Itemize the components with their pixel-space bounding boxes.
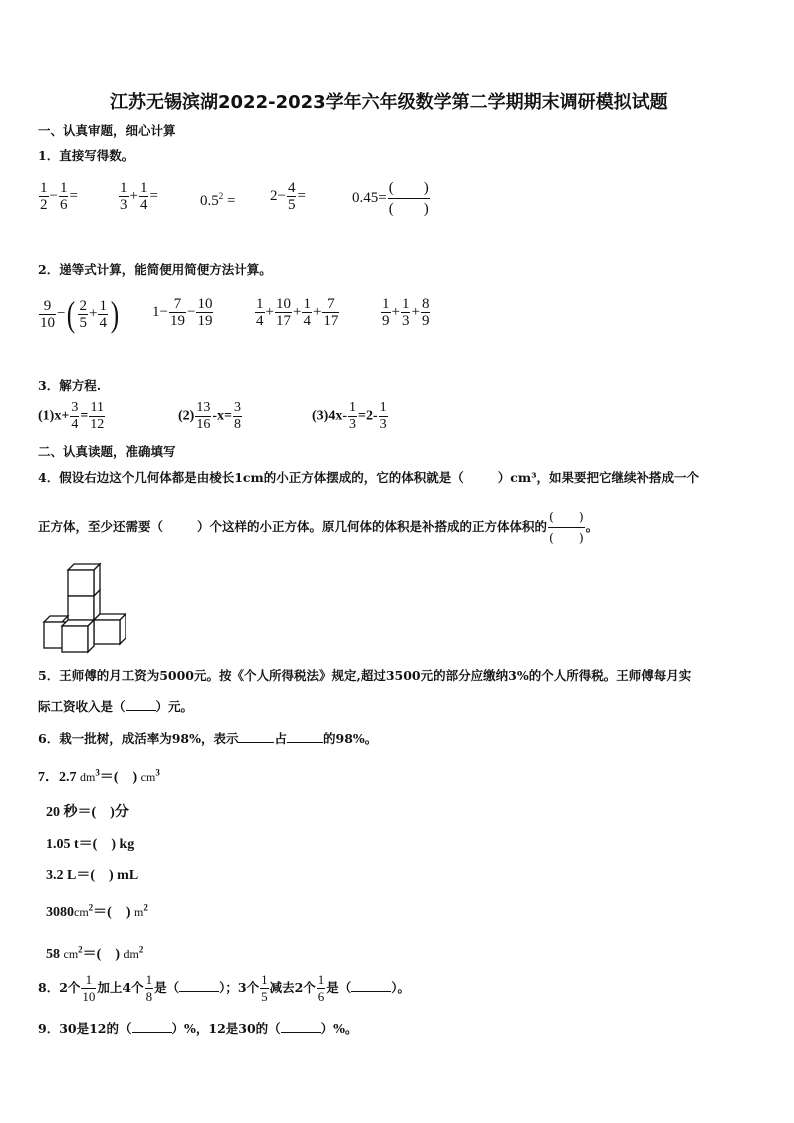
q1-expr-2: $\frac{1}{3}$ + $\frac{1}{4}$ = [120, 180, 158, 213]
question-5-line-2: 际工资收入是（ ）元。 [38, 699, 194, 714]
question-7-line-2: 20 秒＝( )分 [46, 805, 129, 820]
question-4-line-1: 4．假设右边这个几何体都是由棱长1cm的小正方体摆成的，它的体积就是（ ）cm³，如果要把它继续补搭成一个 [38, 470, 700, 485]
q2-expr-1: $\frac{9}{10}$ −( $\frac{2}{5}$ + $\frac{1}{4}$ ) [40, 294, 120, 334]
question-8: 8．2个 $\frac{1}{10}$ 加上4个 $\frac{1}{8}$ 是（ ）；3个 $\frac{1}{5}$ 减去2个 $\frac{1}{6}$ 是（ ）。 [38, 972, 411, 1004]
q1-expr-3: $0.5^2$ = [200, 191, 236, 209]
q3-equation-2: (2) $\frac{13}{16}$ -x= $\frac{3}{8}$ [178, 400, 241, 432]
page-title: 江苏无锡滨湖2022-2023学年六年级数学第二学期期末调研模拟试题 [110, 92, 668, 113]
question-7-line-6: 58 $cm^2=$( ) $dm^2$ [46, 944, 144, 962]
q2-expr-3: $\frac{1}{4}$ + $\frac{10}{17}$ + $\frac{1}{4}$ + $\frac{7}{17}$ [256, 296, 339, 329]
section-heading-2: 二、认真读题，准确填写 [38, 444, 176, 459]
question-9: 9．30是12的（ ）%，12是30的（ ）%。 [38, 1021, 358, 1036]
question-7-line-3: 1.05 t＝( ) kg [46, 837, 135, 852]
question-6: 6．栽一批树，成活率为98%，表示 占 的98%。 [38, 731, 378, 746]
q1-expr-5: 0.45= $\frac{( )}{( )}$ [352, 180, 429, 217]
section-heading: 一、认真审题，细心计算 [38, 123, 176, 138]
question-3-label: 3．解方程. [38, 378, 102, 393]
q1-expr-4: 2− $\frac{4}{5}$ = [270, 180, 306, 213]
q1-expr-1: $\frac{1}{2}$ − $\frac{1}{6}$ = [40, 180, 78, 213]
question-7-line-5: $3080cm^2=$( ) $m^2$ [46, 902, 148, 920]
q2-expr-4: $\frac{1}{9}$ + $\frac{1}{3}$ + $\frac{8}{9}$ [382, 296, 430, 329]
question-7-line-4: 3.2 L＝( ) mL [46, 868, 139, 883]
q3-equation-1: (1)x+ $\frac{3}{4}$ = $\frac{11}{12}$ [38, 400, 105, 432]
question-2-label: 2．递等式计算，能简便用简便方法计算。 [38, 262, 272, 277]
cube-figure [42, 562, 126, 654]
question-1-label: 1．直接写得数。 [38, 148, 135, 163]
q3-equation-3: (3)4x- $\frac{1}{3}$ =2- $\frac{1}{3}$ [312, 400, 387, 432]
question-7-line-1: 7．2.7 $dm^3=$( ) $cm^3$ [38, 767, 160, 785]
question-5-line-1: 5．王师傅的月工资为5000元。按《个人所得税法》规定,超过3500元的部分应缴纳3%的个人所得税。王师傅每月实 [38, 668, 692, 683]
question-4-line-2: 正方体，至少还需要（ ）个这样的小正方体。原几何体的体积是补搭成的正方体体积的 $\frac{( )}{( )}$ 。 [38, 507, 598, 548]
q2-expr-2: 1− $\frac{7}{19}$ − $\frac{10}{19}$ [152, 296, 213, 329]
